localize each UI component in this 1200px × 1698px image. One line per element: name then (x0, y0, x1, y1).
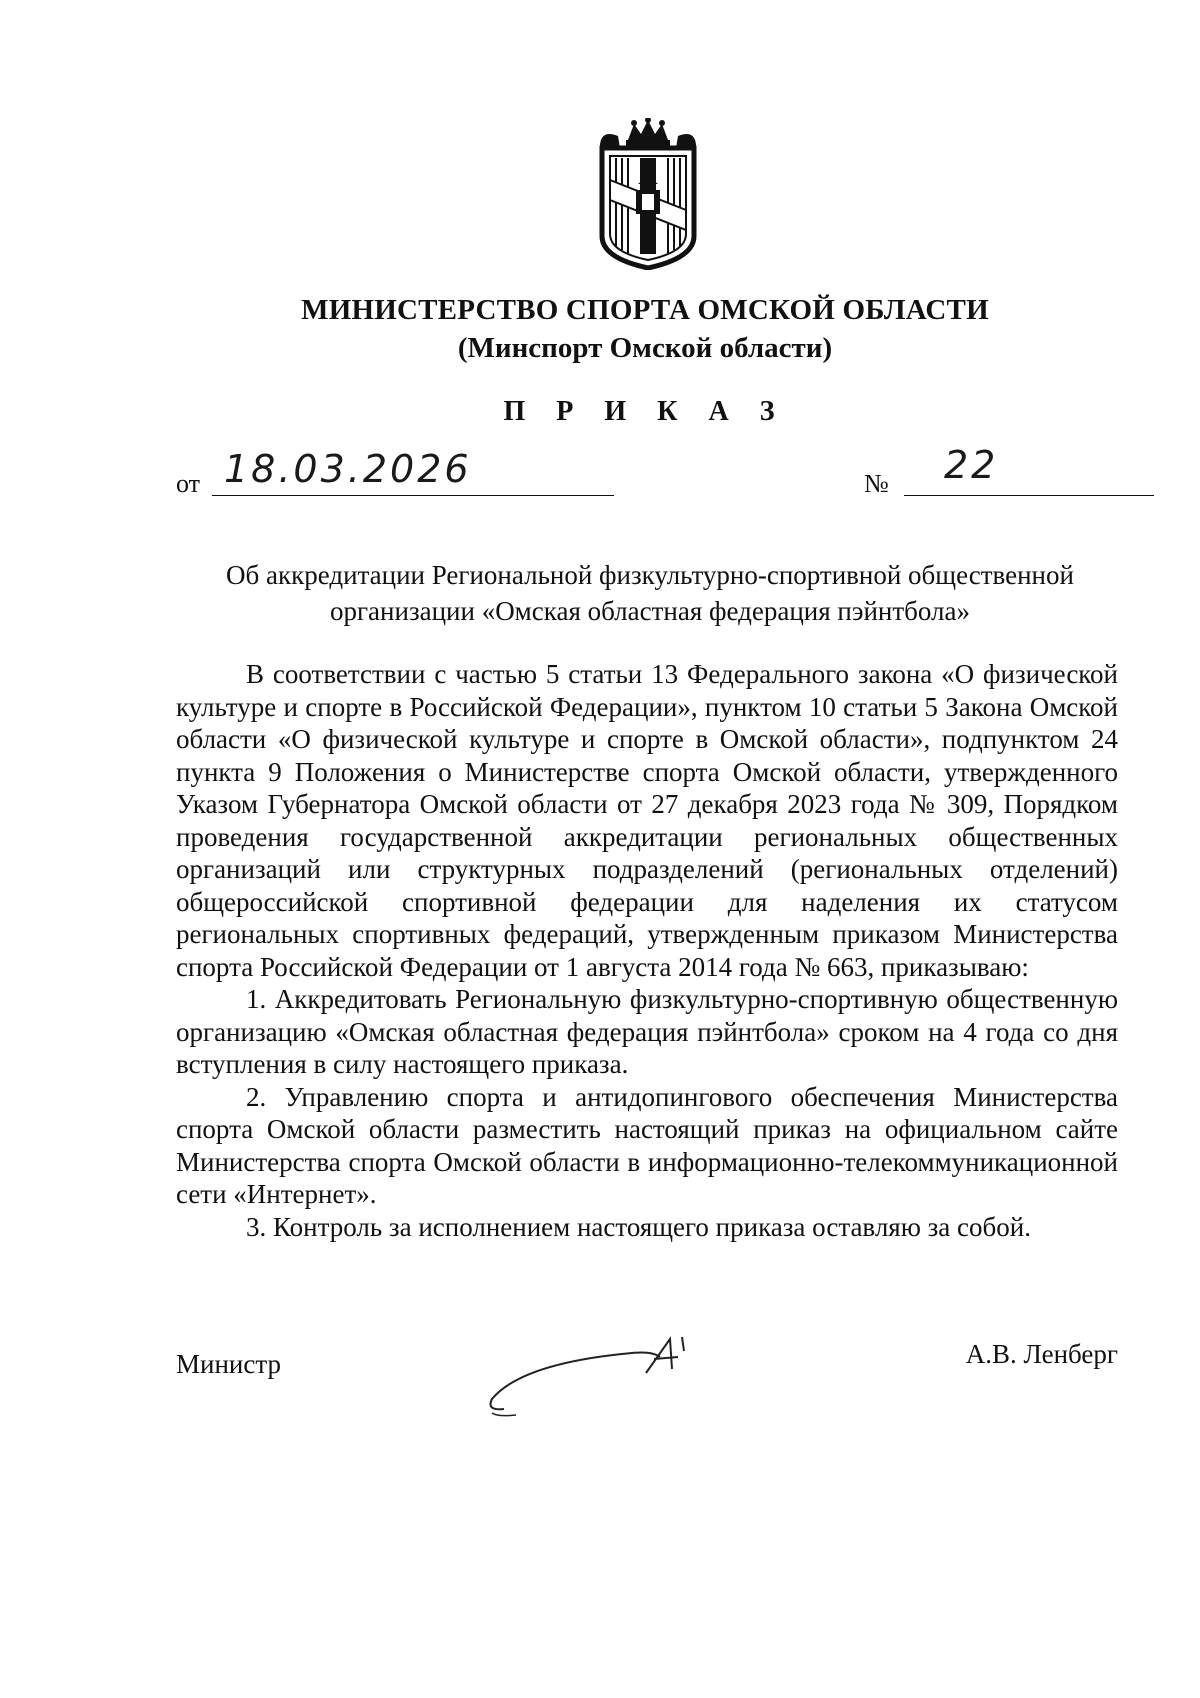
organization-title: МИНИСТЕРСТВО СПОРТА ОМСКОЙ ОБЛАСТИ (301, 294, 989, 326)
body-paragraph: 3. Контроль за исполнением настоящего приказа оставляю за собой. (246, 1211, 1031, 1242)
body-paragraph: 1. Аккредитовать Региональную физкультурно-спортивную общественную организацию «Омская областная федерация пэйнтбола» сроком на 4 года со дня вступления в силу настоящего приказа. (176, 984, 1118, 1079)
signatory-title: Министр (176, 1349, 281, 1379)
body-paragraph: В соответствии с частью 5 статьи 13 Федерального закона «О физической культуре и спорте в Российской Федерации», пунктом 10 статьи 5 Закона Омской области «О физической культуре и спорте в Омской области», подпунктом 24 пункта 9 Положения о Министерстве спорта Омской области, утвержденного Указом Губернатора Омской области от 27 декабря 2023 года № 309, Порядком проведения государственной аккредитации региональных общественных организаций или структурных подразделений (региональных отделений) общероссийской спортивной федерации для наделения их статусом региональных спортивных федераций, утвержденным приказом Министерства спорта Российской Федерации от 1 августа 2014 года № 663, приказываю: (176, 659, 1118, 982)
order-subject: Об аккредитации Региональной физкультурно-спортивной общественной организации «Омская областная федерация пэйнтбола» (226, 560, 1074, 626)
signatory-name: А.В. Ленберг (965, 1339, 1118, 1369)
document-type: П Р И К А З (503, 396, 787, 427)
order-body (176, 658, 1118, 1243)
date-prefix: от (176, 469, 201, 498)
number-underline (904, 495, 1154, 496)
date-value: 18.03.2026 (224, 447, 472, 491)
coat-of-arms-icon (588, 118, 708, 270)
body-paragraph: 2. Управлению спорта и антидопингового обеспечения Министерства спорта Омской области разместить настоящий приказ на официальном сайте Министерства спорта Омской области в информационно-телекоммуникационной сети «Интернет». (176, 1081, 1118, 1209)
number-prefix: № (864, 469, 889, 498)
signature-block (176, 1339, 1118, 1429)
number-value: 22 (944, 443, 999, 487)
organization-short-name: (Минспорт Омской области) (457, 332, 833, 364)
handwritten-signature-icon (482, 1333, 722, 1423)
date-underline (212, 495, 614, 496)
